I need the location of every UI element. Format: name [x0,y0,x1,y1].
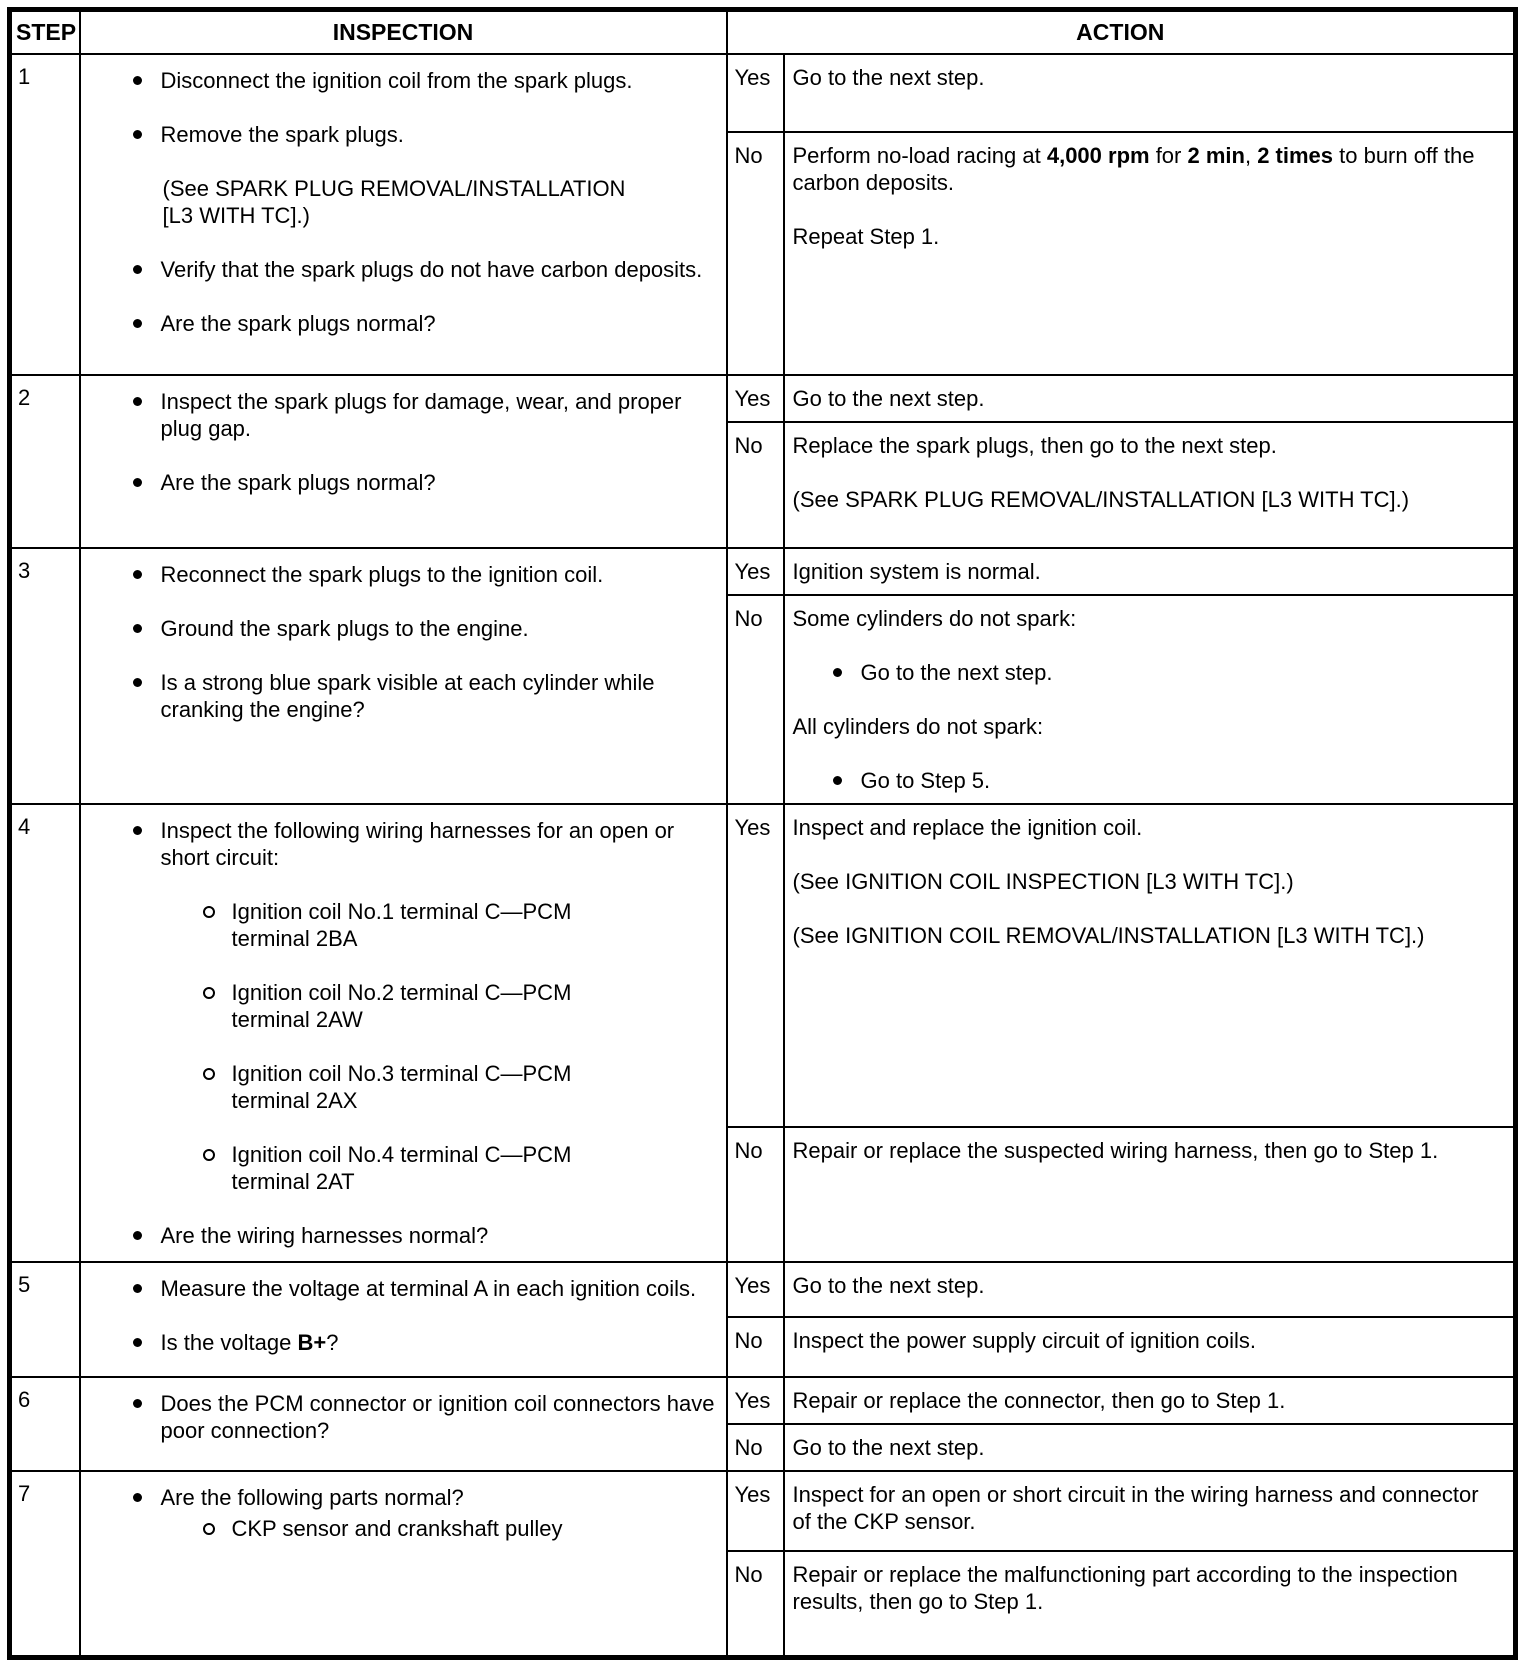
open-circle-bullet-icon [203,1523,215,1535]
step-number-cell: 7 [10,1471,80,1657]
sub-bullet-item [203,979,716,1033]
text-line [793,486,1502,513]
text-line [793,1561,1502,1615]
action-text: Inspect and replace the ignition coil. [792,815,1143,840]
answer-yes-cell: Yes [727,804,784,1127]
bullet-item [133,1275,716,1302]
action-cell [784,595,1516,804]
bullet-item [133,67,716,94]
action-text: Repeat Step 1. [792,224,940,249]
inspection-text: Verify that the spark plugs do not have carbon deposits. [160,257,703,282]
answer-yes-cell: Yes [727,54,784,132]
step-3-yes-row [10,548,1516,595]
action-text: (See IGNITION COIL INSPECTION [L3 WITH TC].) [792,869,1294,894]
bullet-item [133,256,716,283]
text-line [793,1137,1502,1164]
action-text: Go to the next step. [792,65,985,90]
action-cell [784,548,1516,595]
action-text: Perform no-load racing at 4,000 rpm for 2 min, 2 times to burn off the carbon deposits. [792,143,1475,195]
action-text: Some cylinders do not spark: [792,606,1077,631]
action-cell [784,1127,1516,1262]
inspection-text: Ground the spark plugs to the engine. [160,616,529,641]
answer-yes-cell: Yes [727,1262,784,1317]
text-line [793,385,1502,412]
answer-no-cell: No [727,422,784,548]
filled-bullet-icon [133,1231,142,1240]
step-1-yes-row [10,54,1516,132]
answer-no-cell: No [727,1317,784,1377]
action-cell [784,1262,1516,1317]
text-line [793,605,1502,632]
text-line [793,868,1502,895]
action-cell [784,804,1516,1127]
bullet-item [133,561,716,588]
bullet-item [133,121,716,148]
troubleshooting-table [7,7,1518,1660]
filled-bullet-icon [133,478,142,487]
filled-bullet-icon [133,76,142,85]
inspection-text: Ignition coil No.3 terminal C—PCM terminal 2AX [231,1061,572,1113]
action-text: Go to the next step. [860,660,1053,685]
answer-yes-cell: Yes [727,375,784,422]
text-line [793,713,1502,740]
step-number-cell: 1 [10,54,80,375]
text-line [793,1272,1502,1299]
text-line [793,223,1502,250]
action-text: Go to the next step. [792,386,985,411]
step-2-yes-row [10,375,1516,422]
action-text: Ignition system is normal. [792,559,1041,584]
answer-no-cell: No [727,1424,784,1471]
inspection-cell [80,1471,727,1657]
text-line [793,1387,1502,1414]
bullet-item [133,1222,716,1249]
open-circle-bullet-icon [203,1068,215,1080]
bullet-item [133,615,716,642]
open-circle-bullet-icon [203,1149,215,1161]
column-header-action: ACTION [727,10,1516,55]
filled-bullet-icon [133,1284,142,1293]
step-number-cell: 2 [10,375,80,548]
inspection-text: Are the wiring harnesses normal? [160,1223,489,1248]
step-number-cell: 3 [10,548,80,804]
step-number-cell: 4 [10,804,80,1262]
filled-bullet-icon [133,624,142,633]
sub-bullet-item [203,1060,716,1114]
action-text: Inspect the power supply circuit of ignition coils. [792,1328,1256,1353]
bullet-item [133,817,716,871]
action-text: Inspect for an open or short circuit in the wiring harness and connector of the CKP sensor. [792,1482,1479,1534]
action-cell [784,1377,1516,1424]
inspection-cell [80,804,727,1262]
action-text: Go to the next step. [792,1435,985,1460]
open-circle-bullet-icon [203,987,215,999]
answer-yes-cell: Yes [727,1471,784,1551]
inspection-text: Inspect the spark plugs for damage, wear, and proper plug gap. [160,389,682,441]
answer-no-cell: No [727,132,784,375]
action-text: Repair or replace the connector, then go to Step 1. [792,1388,1286,1413]
sub-bullet-item [203,1515,716,1542]
step-number-cell: 5 [10,1262,80,1377]
inspection-text: Ignition coil No.1 terminal C—PCM terminal 2BA [231,899,572,951]
inspection-text: Reconnect the spark plugs to the ignition coil. [160,562,604,587]
action-cell [784,1317,1516,1377]
filled-bullet-icon [133,1493,142,1502]
table-body [10,54,1516,1657]
inspection-text: Are the spark plugs normal? [160,311,436,336]
filled-bullet-icon [833,668,842,677]
text-line [793,922,1502,949]
answer-no-cell: No [727,1127,784,1262]
inspection-text: Is a strong blue spark visible at each cylinder while cranking the engine? [160,670,655,722]
action-text: Repair or replace the malfunctioning part according to the inspection results, then go to Step 1. [792,1562,1458,1614]
inspection-cell [80,1262,727,1377]
inspection-text: Inspect the following wiring harnesses for an open or short circuit: [160,818,675,870]
action-cell [784,132,1516,375]
filled-bullet-icon [133,570,142,579]
text-line [793,432,1502,459]
inspection-text: Measure the voltage at terminal A in each ignition coils. [160,1276,697,1301]
inspection-cell [80,1377,727,1471]
step-5-yes-row [10,1262,1516,1317]
inspection-text: Are the following parts normal? [160,1485,464,1510]
action-cell [784,1551,1516,1657]
inspection-text: Ignition coil No.4 terminal C—PCM terminal 2AT [231,1142,572,1194]
inspection-cell [80,54,727,375]
filled-bullet-icon [133,130,142,139]
text-line [793,64,1502,91]
step-6-yes-row [10,1377,1516,1424]
inspection-text: Are the spark plugs normal? [160,470,436,495]
sub-bullet-item [203,898,716,952]
bullet-item [133,1390,716,1444]
text-line [163,175,716,229]
text-line [793,814,1502,841]
text-line [793,142,1502,196]
text-line [793,558,1502,585]
action-text: All cylinders do not spark: [792,714,1044,739]
inspection-text: (See SPARK PLUG REMOVAL/INSTALLATION [L3 WITH TC].) [162,176,626,228]
filled-bullet-icon [133,1338,142,1347]
answer-no-cell: No [727,595,784,804]
action-text: Replace the spark plugs, then go to the next step. [792,433,1277,458]
filled-bullet-icon [133,397,142,406]
answer-yes-cell: Yes [727,548,784,595]
step-7-yes-row [10,1471,1516,1551]
action-cell [784,375,1516,422]
filled-bullet-icon [133,319,142,328]
answer-no-cell: No [727,1551,784,1657]
column-header-step: STEP [10,10,80,55]
answer-yes-cell: Yes [727,1377,784,1424]
inspection-text: CKP sensor and crankshaft pulley [231,1516,563,1541]
action-text: Repair or replace the suspected wiring harness, then go to Step 1. [792,1138,1439,1163]
inspection-text: Ignition coil No.2 terminal C—PCM terminal 2AW [231,980,572,1032]
filled-bullet-icon [133,265,142,274]
action-text: Go to the next step. [792,1273,985,1298]
inspection-cell [80,375,727,548]
filled-bullet-icon [133,826,142,835]
text-line [793,1481,1502,1535]
bullet-item [133,1329,716,1356]
sub-bullet-item [203,1141,716,1195]
action-cell [784,422,1516,548]
action-cell [784,1424,1516,1471]
bullet-item [133,669,716,723]
table-header-row [10,10,1516,55]
action-text: (See SPARK PLUG REMOVAL/INSTALLATION [L3 WITH TC].) [792,487,1410,512]
column-header-inspection: INSPECTION [80,10,727,55]
bullet-item [833,767,1502,794]
text-line [793,1434,1502,1461]
bullet-item [833,659,1502,686]
inspection-text: Does the PCM connector or ignition coil connectors have poor connection? [160,1391,715,1443]
action-cell [784,1471,1516,1551]
text-line [793,1327,1502,1354]
action-text: (See IGNITION COIL REMOVAL/INSTALLATION [L3 WITH TC].) [792,923,1425,948]
step-4-yes-row [10,804,1516,1127]
filled-bullet-icon [833,776,842,785]
bullet-item [133,388,716,442]
inspection-text: Disconnect the ignition coil from the spark plugs. [160,68,633,93]
open-circle-bullet-icon [203,906,215,918]
filled-bullet-icon [133,1399,142,1408]
step-number-cell: 6 [10,1377,80,1471]
action-cell [784,54,1516,132]
bullet-item [133,1484,716,1511]
inspection-cell [80,548,727,804]
inspection-text: Is the voltage B+? [160,1330,339,1355]
filled-bullet-icon [133,678,142,687]
bullet-item [133,469,716,496]
inspection-text: Remove the spark plugs. [160,122,404,147]
bullet-item [133,310,716,337]
action-text: Go to Step 5. [860,768,991,793]
